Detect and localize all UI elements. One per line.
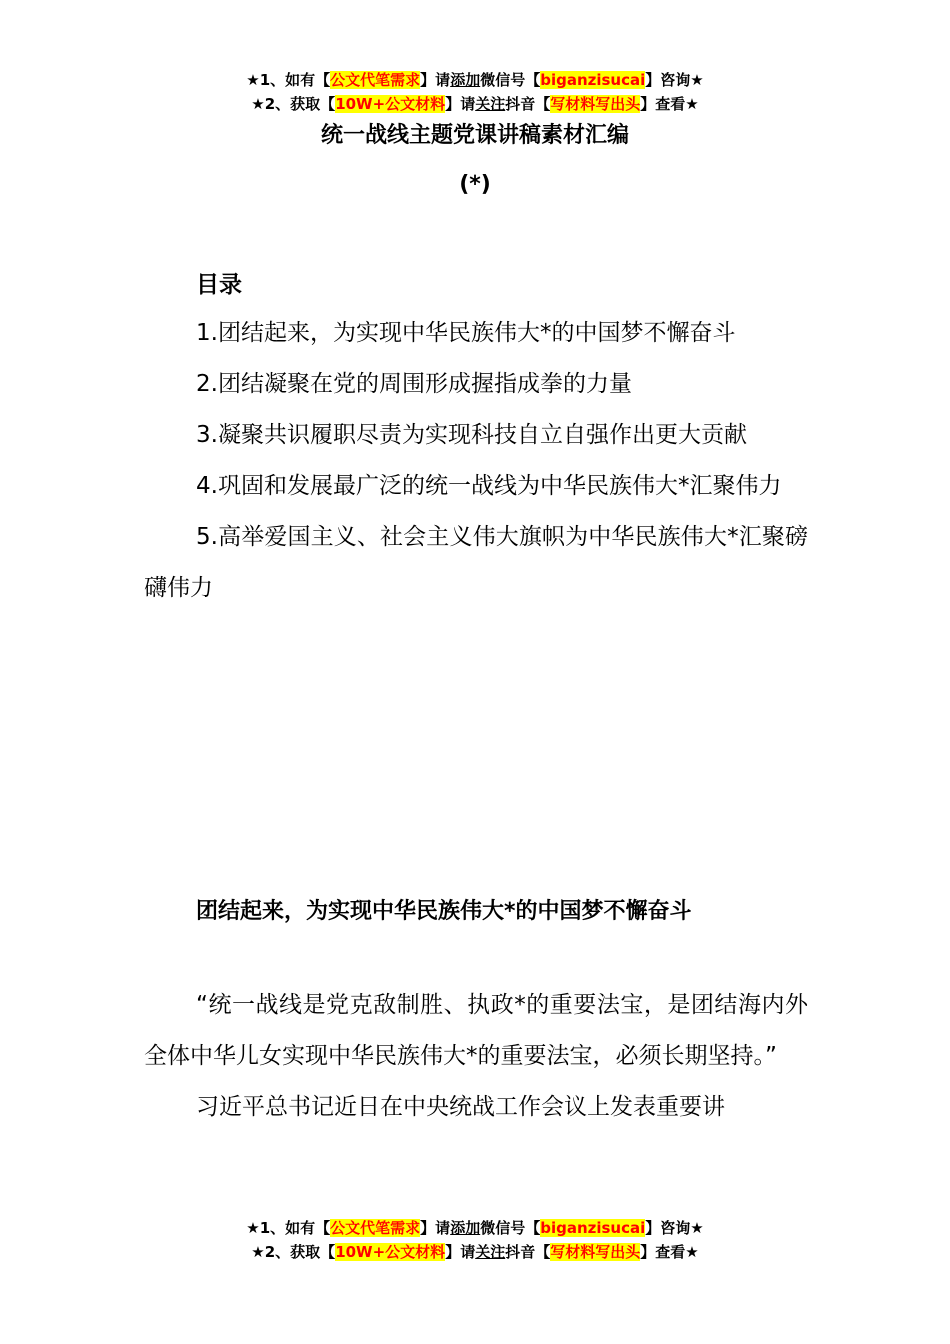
table-of-contents	[144, 308, 808, 614]
banner-line-1: ★1、如有【公文代笔需求】请添加微信号【biganzisucai】咨询★	[246, 71, 704, 89]
body-paragraph: “统一战线是党克敌制胜、执政*的重要法宝，是团结海内外全体中华儿女实现中华民族伟大*的重要法宝，必须长期坚持。”	[144, 992, 808, 1069]
document-subtitle: (*)	[459, 172, 491, 197]
document-title: 统一战线主题党课讲稿素材汇编	[320, 123, 629, 148]
toc-item: 3.凝聚共识履职尽责为实现科技自立自强作出更大贡献	[196, 422, 747, 448]
banner-line-1: ★1、如有【公文代笔需求】请添加微信号【biganzisucai】咨询★	[246, 1219, 704, 1237]
toc-item: 2.团结凝聚在党的周围形成握指成拳的力量	[196, 371, 632, 397]
section-title: 团结起来，为实现中华民族伟大*的中国梦不懈奋斗	[196, 899, 692, 924]
toc-heading: 目录	[196, 272, 242, 298]
highlight-douyin-id: 写材料写出头	[550, 1243, 641, 1261]
highlight-service: 公文代笔需求	[330, 71, 421, 89]
toc-item: 4.巩固和发展最广泛的统一战线为中华民族伟大*汇聚伟力	[196, 473, 782, 499]
banner-line-2: ★2、获取【10W+公文材料】请关注抖音【写材料写出头】查看★	[251, 1243, 699, 1261]
toc-item: 1.团结起来，为实现中华民族伟大*的中国梦不懈奋斗	[196, 320, 736, 346]
highlight-materials: 10W+公文材料	[335, 95, 446, 113]
toc-item: 5.高举爱国主义、社会主义伟大旗帜为中华民族伟大*汇聚磅礴伟力	[144, 524, 808, 601]
body-text	[144, 980, 808, 1133]
highlight-service: 公文代笔需求	[330, 1219, 421, 1237]
highlight-materials: 10W+公文材料	[335, 1243, 446, 1261]
highlight-wechat-id: biganzisucai	[540, 71, 646, 89]
highlight-douyin-id: 写材料写出头	[550, 95, 641, 113]
header-banner	[0, 68, 950, 116]
banner-line-2: ★2、获取【10W+公文材料】请关注抖音【写材料写出头】查看★	[251, 95, 699, 113]
highlight-wechat-id: biganzisucai	[540, 1219, 646, 1237]
body-paragraph: 习近平总书记近日在中央统战工作会议上发表重要讲	[196, 1094, 725, 1120]
footer-banner	[0, 1216, 950, 1264]
